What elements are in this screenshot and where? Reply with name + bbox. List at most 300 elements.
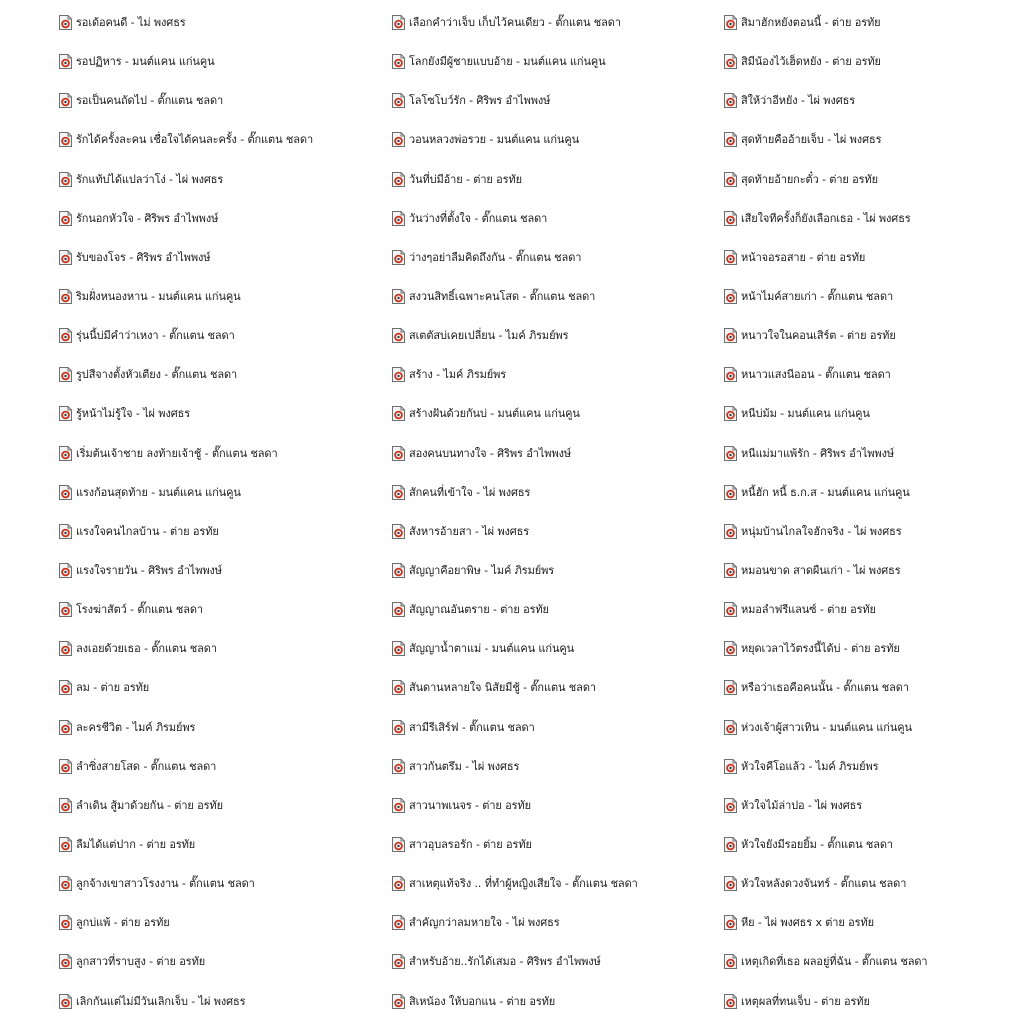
file-name: สิให้ว่าอีหยัง - ไผ่ พงศธร [741,94,856,108]
file-name: สองคนบนทางใจ - ศิริพร อำไพพงษ์ [409,446,572,460]
file-item[interactable] [59,120,379,159]
media-file-icon [392,837,405,852]
file-name: หมอนขาด สาดผืนเก่า - ไผ่ พงศธร [741,564,901,578]
file-name: โรงฆ่าสัตว์ - ตั๊กแตน ชลดา [76,603,204,617]
media-file-icon [392,876,405,891]
file-item[interactable] [724,81,1024,120]
file-name: ห่วงเจ้าผู้สาวเทิน - มนต์แคน แก่นคูน [741,720,912,734]
media-file-icon [724,759,737,774]
file-item[interactable] [392,316,712,355]
file-name: ลืมได้แต่ปาก - ต่าย อรทัย [76,838,196,852]
media-file-icon [392,406,405,421]
file-name: สัญญาน้ำตาแม่ - มนต์แคน แก่นคูน [409,642,575,656]
media-file-icon [392,563,405,578]
media-file-icon [59,406,72,421]
media-file-icon [392,915,405,930]
file-item[interactable] [59,316,379,355]
file-item[interactable] [392,825,712,864]
media-file-icon [59,524,72,539]
media-file-icon [392,250,405,265]
file-name: สัญญาคือยาพิษ - ไมค์ ภิรมย์พร [409,564,555,578]
media-file-icon [392,446,405,461]
media-file-icon [724,641,737,656]
media-file-icon [59,720,72,735]
file-name: หัวใจไม้ล่าปอ - ไผ่ พงศธร [741,798,863,812]
file-name: หนี้ฮัก หนี้ ธ.ก.ส - มนต์แคน แก่นคูน [741,485,910,499]
file-name: รูปสีจางตั้งหัวเตียง - ตั๊กแตน ชลดา [76,368,238,382]
media-file-icon [724,720,737,735]
file-item[interactable] [59,238,379,277]
file-item[interactable] [724,42,1024,81]
media-file-icon [724,602,737,617]
file-name: หยุดเวลาไว้ตรงนี้ได้บ่ - ต่าย อรทัย [741,642,900,656]
media-file-icon [724,132,737,147]
media-file-icon [59,641,72,656]
media-file-icon [392,798,405,813]
media-file-icon [59,485,72,500]
media-file-icon [59,994,72,1009]
media-file-icon [392,250,405,265]
media-file-icon [59,759,72,774]
file-item[interactable] [392,864,712,903]
file-item[interactable] [724,825,1024,864]
media-file-icon [59,915,72,930]
file-item[interactable] [59,355,379,394]
media-file-icon [724,406,737,421]
file-name: รู้หน้าไม่รู้ใจ - ไผ่ พงศธร [76,407,191,421]
file-item[interactable] [724,473,1024,512]
media-file-icon [392,406,405,421]
media-file-icon [59,602,72,617]
file-item[interactable] [59,747,379,786]
media-file-icon [392,759,405,774]
media-file-icon [392,485,405,500]
file-item[interactable] [392,434,712,473]
media-file-icon [724,54,737,69]
media-file-icon [392,994,405,1009]
media-file-icon [724,289,737,304]
media-file-icon [724,367,737,382]
media-file-icon [724,172,737,187]
media-file-icon [724,915,737,930]
media-file-icon [392,524,405,539]
file-name: หน้าจอรอสาย - ต่าย อรทัย [741,250,866,264]
media-file-icon [724,994,737,1009]
media-file-icon [59,876,72,891]
media-file-icon [392,93,405,108]
media-file-icon [724,172,737,187]
file-name: ลูกจ้างเขาสาวโรงงาน - ตั๊กแตน ชลดา [76,877,255,891]
media-file-icon [59,54,72,69]
file-item[interactable] [724,786,1024,825]
file-item[interactable] [724,355,1024,394]
file-item[interactable] [392,786,712,825]
media-file-icon [724,485,737,500]
file-name: เหตุเกิดที่เธอ ผลอยู่ที่ฉัน - ตั๊กแตน ชลดา [741,955,928,969]
media-file-icon [59,641,72,656]
file-name: โลโซโบว์รัก - ศิริพร อำไพพงษ์ [409,94,551,108]
media-file-icon [59,485,72,500]
media-file-icon [392,132,405,147]
file-name: หมอลำฟรีแลนซ์ - ต่าย อรทัย [741,603,876,617]
media-file-icon [59,602,72,617]
media-file-icon [724,837,737,852]
file-item[interactable] [392,512,712,551]
file-name: สงวนสิทธิ์เฉพาะคนโสด - ตั๊กแตน ชลดา [409,290,596,304]
file-item[interactable] [392,160,712,199]
file-name: หีย - ไผ่ พงศธร x ต่าย อรทัย [741,916,874,930]
media-file-icon [392,328,405,343]
file-item[interactable] [59,668,379,707]
file-item[interactable] [59,864,379,903]
media-file-icon [392,602,405,617]
file-item[interactable] [59,982,379,1021]
media-file-icon [724,641,737,656]
file-name: สัญญาณอันตราย - ต่าย อรทัย [409,603,549,617]
file-item[interactable] [724,864,1024,903]
media-file-icon [724,954,737,969]
media-file-icon [392,15,405,30]
file-name: สำคัญกว่าลมหายใจ - ไผ่ พงศธร [409,916,560,930]
file-item[interactable] [59,825,379,864]
media-file-icon [392,994,405,1009]
file-name: สาเหตุแท้จริง .. ที่ทำผู้หญิงเสียใจ - ตั๊กแตน ชลดา [409,877,638,891]
file-column [724,3,1024,1021]
file-item[interactable] [59,551,379,590]
media-file-icon [59,837,72,852]
media-file-icon [724,54,737,69]
media-file-icon [392,602,405,617]
file-name: สิมีน้องไว้เฮ็ดหยัง - ต่าย อรทัย [741,55,881,69]
file-item[interactable] [392,982,712,1021]
file-item[interactable] [724,277,1024,316]
media-file-icon [59,367,72,382]
media-file-icon [59,563,72,578]
media-file-icon [392,446,405,461]
file-name: สร้าง - ไมค์ ภิรมย์พร [409,368,507,382]
media-file-icon [724,720,737,735]
media-file-icon [59,250,72,265]
media-file-icon [724,680,737,695]
file-name: เสียใจทีครั้งก็ยังเลือกเธอ - ไผ่ พงศธร [741,211,911,225]
media-file-icon [392,172,405,187]
media-file-icon [392,211,405,226]
file-item[interactable] [392,942,712,981]
media-file-icon [392,720,405,735]
file-item[interactable] [59,942,379,981]
file-item[interactable] [724,512,1024,551]
file-name: วอนหลวงพ่อรวย - มนต์แคน แก่นคูน [409,133,580,147]
media-file-icon [724,93,737,108]
file-name: รุ่นนี้บ่มีคำว่าเหงา - ตั๊กแตน ชลดา [76,329,235,343]
file-item[interactable] [392,199,712,238]
file-item[interactable] [59,629,379,668]
media-file-icon [392,641,405,656]
media-file-icon [724,328,737,343]
file-item[interactable] [724,199,1024,238]
file-item[interactable] [59,199,379,238]
file-item[interactable] [392,120,712,159]
file-item[interactable] [392,903,712,942]
file-item[interactable] [392,277,712,316]
media-file-icon [392,798,405,813]
media-file-icon [724,328,737,343]
media-file-icon [59,289,72,304]
media-file-icon [59,759,72,774]
media-file-icon [59,328,72,343]
media-file-icon [724,915,737,930]
file-item[interactable] [59,708,379,747]
file-item[interactable] [724,3,1024,42]
media-file-icon [392,289,405,304]
file-name: ละครชีวิต - ไมค์ ภิรมย์พร [76,720,196,734]
media-file-icon [392,524,405,539]
file-name: รอเป็นคนถัดไป - ตั๊กแตน ชลดา [76,94,224,108]
media-file-icon [392,680,405,695]
file-item[interactable] [59,434,379,473]
file-name: หนีแม่มาแพ้รัก - ศิริพร อำไพพงษ์ [741,446,894,460]
media-file-icon [724,876,737,891]
media-file-icon [392,367,405,382]
file-name: สิมาฮักหยังตอนนี้ - ต่าย อรทัย [741,16,881,30]
media-file-icon [392,367,405,382]
file-item[interactable] [724,590,1024,629]
media-file-icon [392,876,405,891]
media-file-icon [724,250,737,265]
file-name: สักคนที่เข้าใจ - ไผ่ พงศธร [409,485,531,499]
file-item[interactable] [724,747,1024,786]
file-name: รักแท้บ่ได้แปลว่าโง่ - ไผ่ พงศธร [76,172,224,186]
media-file-icon [724,798,737,813]
file-name: สเตตัสบ่เคยเปลี่ยน - ไมค์ ภิรมย์พร [409,329,569,343]
file-item[interactable] [392,355,712,394]
media-file-icon [392,641,405,656]
media-file-icon [724,15,737,30]
media-file-icon [724,485,737,500]
file-name: ลูกสาวที่ราบสูง - ต่าย อรทัย [76,955,206,969]
file-name: รอปฏิหาร - มนต์แคน แก่นคูน [76,55,215,69]
media-file-icon [59,132,72,147]
media-file-icon [59,446,72,461]
media-file-icon [724,211,737,226]
file-item[interactable] [724,316,1024,355]
file-item[interactable] [392,747,712,786]
file-name: ลำซิ่งสายโสด - ตั๊กแตน ชลดา [76,759,217,773]
media-file-icon [392,954,405,969]
media-file-icon [724,93,737,108]
file-item[interactable] [59,394,379,433]
file-item[interactable] [724,982,1024,1021]
file-name: ลม - ต่าย อรทัย [76,681,150,695]
media-file-icon [59,720,72,735]
file-name: แรงใจคนไกลบ้าน - ต่าย อรทัย [76,524,219,538]
file-name: ลูกบ่แพ้ - ต่าย อรทัย [76,916,170,930]
file-name: วันที่บ่มีอ้าย - ต่าย อรทัย [409,172,522,186]
media-file-icon [59,563,72,578]
file-name: แรงก้อนสุดท้าย - มนต์แคน แก่นคูน [76,485,241,499]
media-file-icon [392,211,405,226]
file-column [59,3,379,1021]
file-name: โลกยังมีผู้ชายแบบอ้าย - มนต์แคน แก่นคูน [409,55,606,69]
media-file-icon [724,759,737,774]
media-file-icon [392,54,405,69]
media-file-icon [724,563,737,578]
file-item[interactable] [392,238,712,277]
file-item[interactable] [392,3,712,42]
media-file-icon [392,172,405,187]
file-item[interactable] [59,42,379,81]
file-name: แรงใจรายวัน - ศิริพร อำไพพงษ์ [76,564,222,578]
file-name: ลงเอยด้วยเธอ - ตั๊กแตน ชลดา [76,642,217,656]
file-name: วันว่างที่ตั้งใจ - ตั๊กแตน ชลดา [409,211,548,225]
media-file-icon [59,132,72,147]
file-name: หนีบ่ม้ม - มนต์แคน แก่นคูน [741,407,870,421]
media-file-icon [59,680,72,695]
media-file-icon [392,132,405,147]
file-name: สาวกันตรึม - ไผ่ พงศธร [409,759,520,773]
media-file-icon [59,446,72,461]
file-name: ริมฝั่งหนองหาน - มนต์แคน แก่นคูน [76,290,241,304]
media-file-icon [59,876,72,891]
file-item[interactable] [59,473,379,512]
media-file-icon [724,406,737,421]
file-item[interactable] [59,81,379,120]
media-file-icon [724,524,737,539]
file-item[interactable] [59,277,379,316]
file-item[interactable] [724,708,1024,747]
file-item[interactable] [392,590,712,629]
file-name: หรือว่าเธอคือคนนั้น - ตั๊กแตน ชลดา [741,681,909,695]
media-file-icon [392,720,405,735]
media-file-icon [59,798,72,813]
file-item[interactable] [59,3,379,42]
media-file-icon [724,680,737,695]
file-item[interactable] [724,120,1024,159]
media-file-icon [59,54,72,69]
file-item[interactable] [392,394,712,433]
file-column [392,3,712,1021]
file-item[interactable] [724,238,1024,277]
file-name: รับของโจร - ศิริพร อำไพพงษ์ [76,250,211,264]
media-file-icon [724,876,737,891]
media-file-icon [392,54,405,69]
media-file-icon [59,211,72,226]
media-file-icon [392,915,405,930]
media-file-icon [724,837,737,852]
file-item[interactable] [392,42,712,81]
media-file-icon [59,15,72,30]
file-name: เลือกคำว่าเจ็บ เก็บไว้คนเดียว - ตั๊กแตน ชลดา [409,16,621,30]
media-file-icon [59,328,72,343]
media-file-icon [59,994,72,1009]
media-file-icon [59,93,72,108]
file-item[interactable] [59,160,379,199]
media-file-icon [59,954,72,969]
media-file-icon [59,289,72,304]
media-file-icon [724,994,737,1009]
media-file-icon [59,15,72,30]
file-item[interactable] [59,903,379,942]
file-item[interactable] [724,942,1024,981]
file-list [0,3,1024,1023]
file-name: สุดท้ายอ้ายกะตั๋ว - ต่าย อรทัย [741,172,878,186]
media-file-icon [724,15,737,30]
file-name: เริ่มต้นเจ้าชาย ลงท้ายเจ้าชู้ - ตั๊กแตน ชลดา [76,446,278,460]
file-name: สิเหน้อง ให้บอกแน - ต่าย อรทัย [409,994,556,1008]
file-name: เหตุผลที่ทนเจ็บ - ต่าย อรทัย [741,994,870,1008]
file-item[interactable] [392,668,712,707]
media-file-icon [724,132,737,147]
file-item[interactable] [392,629,712,668]
file-name: ลำเดิน สู้มาด้วยกัน - ต่าย อรทัย [76,798,223,812]
media-file-icon [59,680,72,695]
media-file-icon [724,524,737,539]
media-file-icon [59,93,72,108]
media-file-icon [724,250,737,265]
file-item[interactable] [724,629,1024,668]
file-item[interactable] [392,81,712,120]
file-item[interactable] [59,786,379,825]
media-file-icon [59,172,72,187]
file-item[interactable] [392,473,712,512]
media-file-icon [392,485,405,500]
file-name: หนุ่มบ้านไกลใจฮักจริง - ไผ่ พงศธร [741,524,902,538]
media-file-icon [724,563,737,578]
file-name: สันดานหลายใจ นิสัยมีชู้ - ตั๊กแตน ชลดา [409,681,596,695]
file-name: หัวใจยังมีรอยยิ้ม - ตั๊กแตน ชลดา [741,838,894,852]
file-item[interactable] [392,708,712,747]
file-item[interactable] [724,434,1024,473]
file-name: สาวนาพเนจร - ต่าย อรทัย [409,798,531,812]
file-item[interactable] [724,551,1024,590]
file-name: สำหรับอ้าย..รักได้เสมอ - ศิริพร อำไพพงษ์ [409,955,601,969]
media-file-icon [59,172,72,187]
file-item[interactable] [59,512,379,551]
file-item[interactable] [59,590,379,629]
file-item[interactable] [724,394,1024,433]
media-file-icon [392,289,405,304]
file-item[interactable] [724,668,1024,707]
media-file-icon [59,250,72,265]
file-item[interactable] [724,160,1024,199]
file-name: รอเด้อคนดี - ไม่ พงศธร [76,16,186,30]
file-name: รักได้ครั้งละคน เชื่อใจได้คนละครั้ง - ตั๊กแตน ชลดา [76,133,314,147]
file-name: เลิกกันแต่ไม่มีวันเลิกเจ็บ - ไผ่ พงศธร [76,994,246,1008]
media-file-icon [724,289,737,304]
media-file-icon [392,759,405,774]
file-name: สังหารอ้ายสา - ไผ่ พงศธร [409,524,530,538]
media-file-icon [392,837,405,852]
file-name: หนาวใจในคอนเสิร์ต - ต่าย อรทัย [741,329,896,343]
media-file-icon [392,680,405,695]
media-file-icon [724,367,737,382]
file-item[interactable] [392,551,712,590]
media-file-icon [59,837,72,852]
media-file-icon [59,798,72,813]
media-file-icon [724,798,737,813]
media-file-icon [724,211,737,226]
file-name: หนาวแสงนีออน - ตั๊กแตน ชลดา [741,368,891,382]
media-file-icon [59,367,72,382]
file-item[interactable] [724,903,1024,942]
media-file-icon [392,93,405,108]
file-name: หัวใจคีโอแล้ว - ไมค์ ภิรมย์พร [741,759,879,773]
media-file-icon [59,915,72,930]
file-name: สาวอุบลรอรัก - ต่าย อรทัย [409,838,532,852]
file-name: สร้างฝันด้วยกันบ่ - มนต์แคน แก่นคูน [409,407,580,421]
media-file-icon [392,954,405,969]
file-name: หน้าไมค์สายเก่า - ตั๊กแตน ชลดา [741,290,894,304]
